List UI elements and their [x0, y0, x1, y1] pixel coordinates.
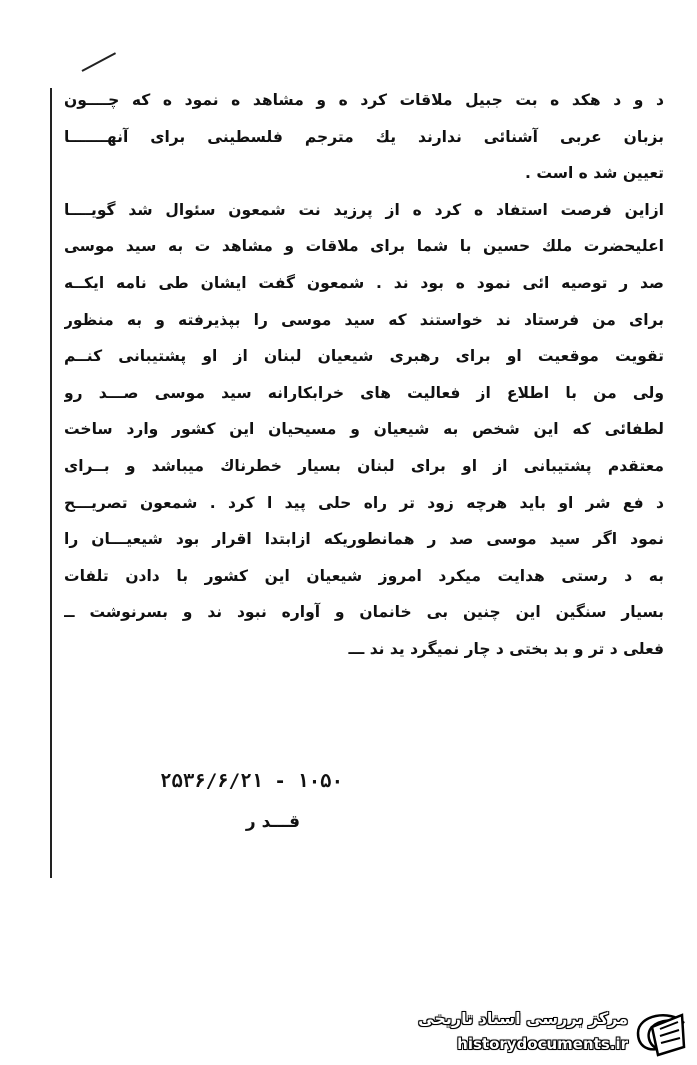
document-body — [64, 82, 664, 668]
body-line: ولی من با اطلاع از فعالیت های خرابکارانه سید موسی صـــد رو — [64, 383, 664, 402]
body-line: برای من فرستاد ند خواستند که سید موسی را بپذیرفته و به منظور — [64, 310, 664, 329]
body-line: بسیار سنگین این چنین بی خانمان و آواره نبود ند و بسرنوشت ــ — [64, 603, 664, 622]
body-line: تقویت موقعیت او برای رهبری شیعیان لبنان از او پشتیبانی کنــم — [64, 347, 664, 366]
body-line: د فع شر او باید هرچه زود تر راه حلی پید ا کرد . شمعون تصریـــح — [64, 493, 664, 512]
watermark — [405, 1005, 690, 1060]
corner-mark — [82, 52, 116, 72]
watermark-title: مرکز بررسی اسناد تاریخی — [418, 1009, 628, 1028]
body-line: ازاین فرصت استفاد ه کرد ه از پرزید نت شمعون سئوال شد گویــــا — [64, 200, 664, 219]
body-line: تعیین شد ه است . — [525, 164, 664, 183]
body-line: فعلی د تر و بد بختی د چار نمیگرد ید ند ـــ — [348, 639, 664, 658]
body-line: اعلیحضرت ملك حسین با شما برای ملاقات و مشاهد ت به سید موسی — [64, 237, 664, 256]
body-line: لطفائی که این شخص به شیعیان و مسیحیان این کشور وارد ساخت — [64, 420, 664, 439]
body-line: بزبان عربی آشنائی ندارند یك مترجم فلسطینی برای آنهـــــــا — [64, 127, 664, 146]
archive-logo-icon — [630, 1005, 690, 1060]
watermark-url[interactable]: historydocuments.ir — [457, 1035, 628, 1053]
margin-rule — [50, 88, 52, 878]
body-line: نمود اگر سید موسی صد ر همانطوریکه ازابتدا اقرار بود شیعیـــان را — [64, 530, 664, 549]
body-line: معتقدم پشتیبانی از او برای لبنان بسیار خطرناك میباشد و بــرای — [64, 456, 664, 475]
body-line: به د رستی هدایت میکرد امروز شیعیان این کشور با دادن تلفات — [64, 566, 664, 585]
body-line: صد ر توصیه ائی نمود ه بود ند . شمعون گفت ایشان طی نامه ایکــه — [64, 273, 664, 292]
body-line: د و د هکد ه بت جبیل ملاقات کرد ه و مشاهد ه نمود ه که چــــون — [64, 91, 664, 109]
reference-number: ۲۵۳۶/۶/۲۱ - ۱۰۵۰ — [160, 770, 344, 792]
signature: قـــد ر — [245, 812, 300, 832]
